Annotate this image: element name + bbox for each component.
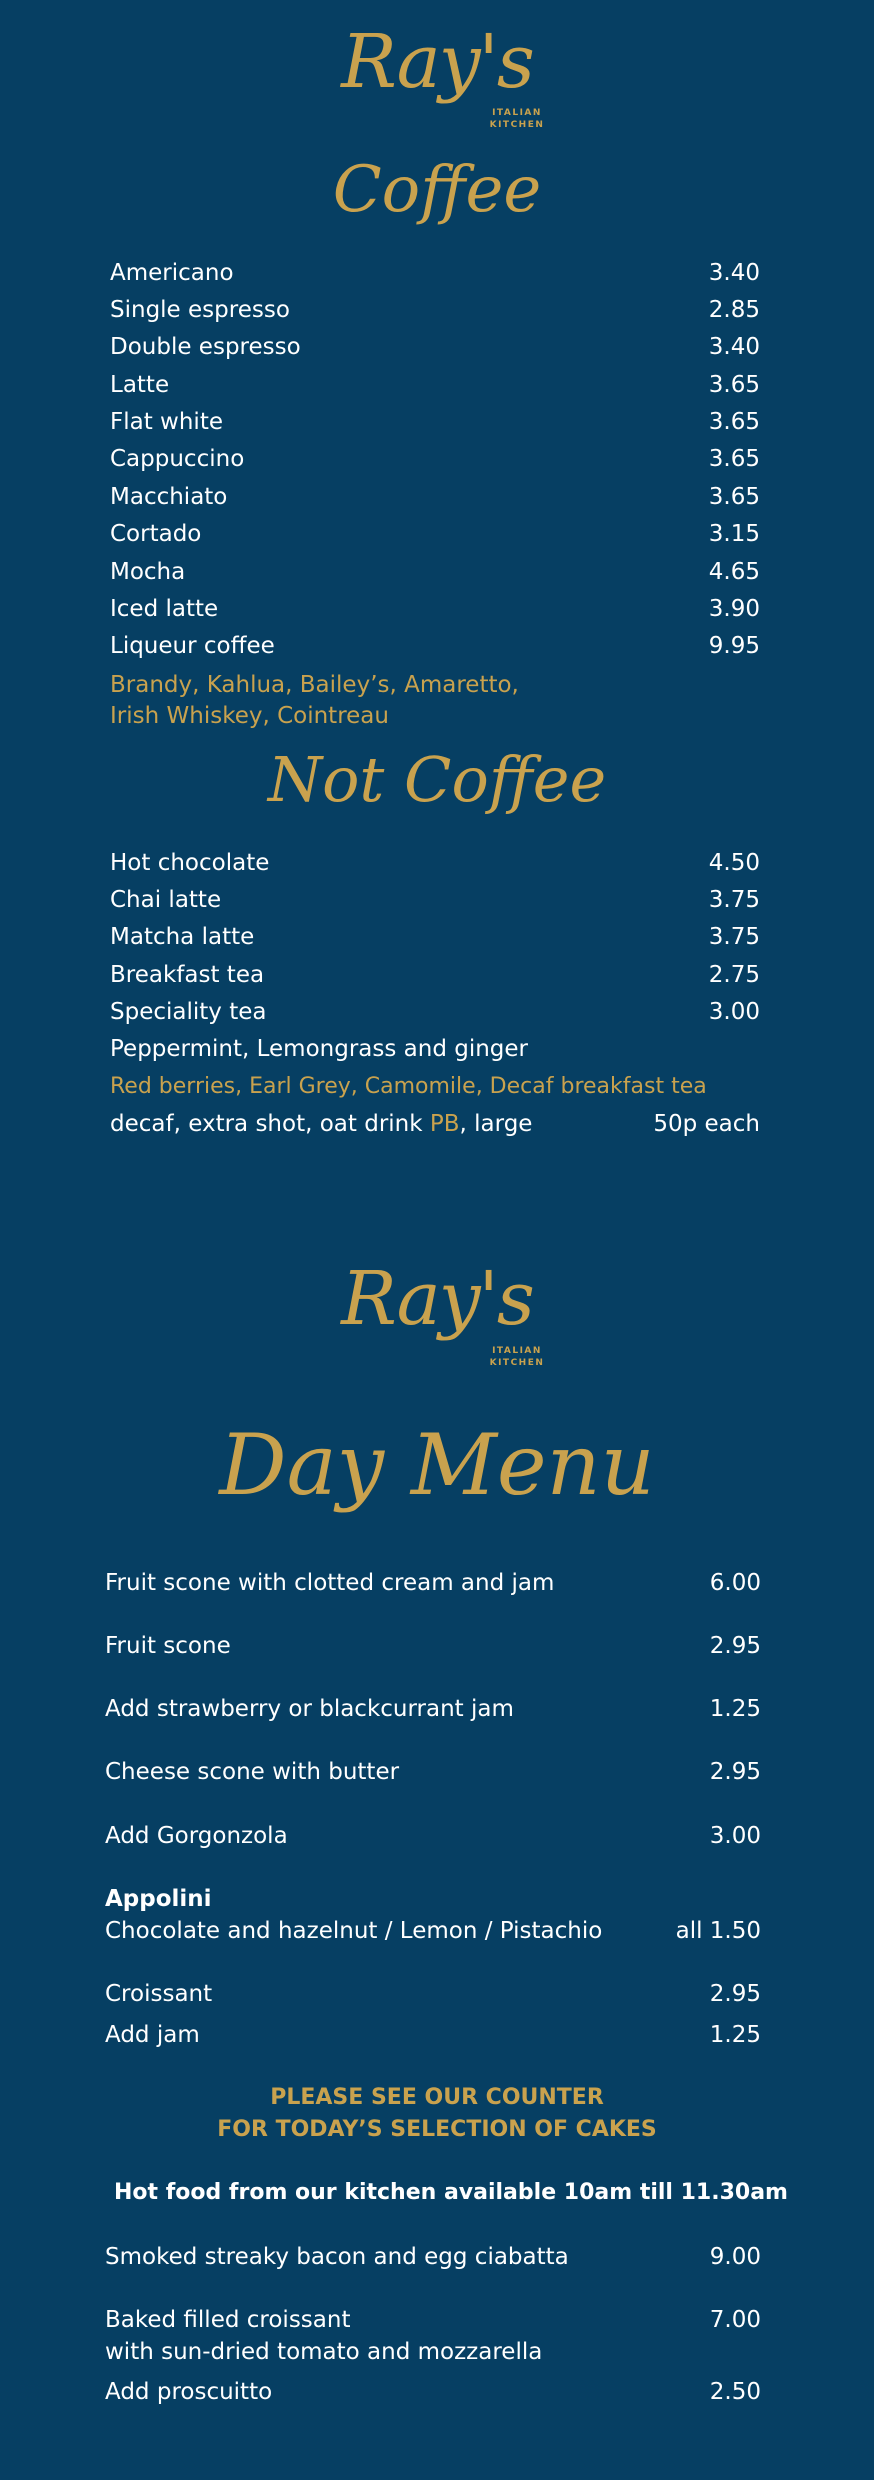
item-price: 7.00 xyxy=(709,2307,761,2333)
appolini-row xyxy=(105,1916,761,1946)
item-price: 4.50 xyxy=(708,850,760,876)
item-price: 3.15 xyxy=(708,521,760,547)
item-price: 3.75 xyxy=(708,924,760,950)
menu-item xyxy=(105,1631,761,1661)
item-price: 3.65 xyxy=(708,409,760,435)
appolini-title: Appolini xyxy=(105,1886,212,1912)
item-name: Latte xyxy=(110,372,170,398)
logo-tagline-2: KITCHEN xyxy=(489,1358,545,1368)
item-name: Cortado xyxy=(110,521,202,547)
item-price: 2.95 xyxy=(709,1981,761,2007)
item-price: 1.25 xyxy=(709,2022,761,2048)
menu-item xyxy=(110,885,760,915)
item-price: 3.65 xyxy=(708,372,760,398)
logo-wordmark: Ray's xyxy=(341,19,533,105)
item-price: 3.90 xyxy=(708,596,760,622)
item-price: all 1.50 xyxy=(675,1918,761,1944)
item-price: 2.95 xyxy=(709,1633,761,1659)
liqueur-note: Irish Whiskey, Cointreau xyxy=(110,703,389,729)
logo-tagline-2: KITCHEN xyxy=(489,120,545,130)
item-name: Matcha latte xyxy=(110,924,255,950)
item-price: 4.65 xyxy=(708,559,760,585)
menu-item xyxy=(110,557,760,587)
item-name: Add proscuitto xyxy=(105,2379,273,2405)
tea-note: Peppermint, Lemongrass and ginger xyxy=(110,1036,529,1062)
item-name: Add Gorgonzola xyxy=(105,1823,288,1849)
item-name: Macchiato xyxy=(110,484,228,510)
not-coffee-heading: Not Coffee xyxy=(267,743,607,816)
item-name: Speciality tea xyxy=(110,999,267,1025)
item-name: Chocolate and hazelnut / Lemon / Pistachio xyxy=(105,1918,603,1944)
item-name: Liqueur coffee xyxy=(110,633,275,659)
menu-item xyxy=(105,2305,761,2335)
item-price: 3.65 xyxy=(708,446,760,472)
item-name: Fruit scone with clotted cream and jam xyxy=(105,1570,555,1596)
menu-item xyxy=(110,482,760,512)
item-name: Breakfast tea xyxy=(110,962,265,988)
hot-food-note: Hot food from our kitchen available 10am till 11.30am xyxy=(114,2180,788,2205)
menu-item xyxy=(110,295,760,325)
menu-item xyxy=(110,997,760,1027)
logo-tagline-1: ITALIAN xyxy=(492,108,542,118)
rays-logo-top xyxy=(0,19,874,105)
item-name: Fruit scone xyxy=(105,1633,231,1659)
tea-note: Red berries, Earl Grey, Camomile, Decaf breakfast tea xyxy=(110,1074,707,1099)
menu-item xyxy=(110,258,760,288)
menu-item xyxy=(110,848,760,878)
rays-logo-bottom xyxy=(0,1256,874,1342)
logo-wordmark: Ray's xyxy=(341,1256,533,1342)
extras-row xyxy=(110,1109,760,1139)
item-price: 3.40 xyxy=(708,260,760,286)
item-name: Add jam xyxy=(105,2022,200,2048)
menu-item xyxy=(110,407,760,437)
item-name: Double espresso xyxy=(110,334,301,360)
item-price: 3.00 xyxy=(709,1823,761,1849)
menu-item xyxy=(105,1757,761,1787)
item-name: Chai latte xyxy=(110,887,222,913)
counter-note: FOR TODAY’S SELECTION OF CAKES xyxy=(217,2117,657,2142)
item-name: Hot chocolate xyxy=(110,850,270,876)
menu-item xyxy=(110,370,760,400)
item-price: 1.25 xyxy=(709,1696,761,1722)
extras-price: 50p each xyxy=(653,1111,760,1137)
item-price: 3.00 xyxy=(708,999,760,1025)
item-price: 3.65 xyxy=(708,484,760,510)
item-name: Flat white xyxy=(110,409,223,435)
logo-tagline-1: ITALIAN xyxy=(492,1346,542,1356)
menu-item xyxy=(110,594,760,624)
item-name: Mocha xyxy=(110,559,186,585)
menu-item xyxy=(105,2242,761,2272)
menu-item xyxy=(105,2020,761,2050)
item-price: 9.00 xyxy=(709,2244,761,2270)
item-price: 6.00 xyxy=(709,1570,761,1596)
item-price: 2.95 xyxy=(709,1759,761,1785)
item-name: Single espresso xyxy=(110,297,290,323)
item-name: Iced latte xyxy=(110,596,219,622)
menu-item xyxy=(110,519,760,549)
item-price: 3.40 xyxy=(708,334,760,360)
menu-item xyxy=(105,1821,761,1851)
menu-item xyxy=(110,332,760,362)
coffee-heading: Coffee xyxy=(332,153,542,227)
item-price: 2.50 xyxy=(709,2379,761,2405)
item-name: Add strawberry or blackcurrant jam xyxy=(105,1696,514,1722)
item-name: Cappuccino xyxy=(110,446,245,472)
day-menu-heading: Day Menu xyxy=(219,1416,655,1514)
menu-item xyxy=(105,1979,761,2009)
menu-item xyxy=(105,1694,761,1724)
menu-item xyxy=(105,2377,761,2407)
item-price: 9.95 xyxy=(708,633,760,659)
menu-item xyxy=(110,922,760,952)
liqueur-note: Brandy, Kahlua, Bailey’s, Amaretto, xyxy=(110,672,519,698)
item-name: Baked filled croissant xyxy=(105,2307,351,2333)
item-price: 2.85 xyxy=(708,297,760,323)
item-price: 2.75 xyxy=(708,962,760,988)
menu-item xyxy=(110,960,760,990)
item-name: Americano xyxy=(110,260,234,286)
item-name: Cheese scone with butter xyxy=(105,1759,400,1785)
counter-note: PLEASE SEE OUR COUNTER xyxy=(270,2085,604,2110)
extras-label: decaf, extra shot, oat drink PB, large xyxy=(110,1111,533,1137)
item-name: Smoked streaky bacon and egg ciabatta xyxy=(105,2244,569,2270)
item-price: 3.75 xyxy=(708,887,760,913)
menu-item xyxy=(105,1568,761,1598)
item-name: Croissant xyxy=(105,1981,213,2007)
menu-item xyxy=(110,631,760,661)
item-description: with sun-dried tomato and mozzarella xyxy=(105,2339,543,2365)
menu-item xyxy=(110,444,760,474)
